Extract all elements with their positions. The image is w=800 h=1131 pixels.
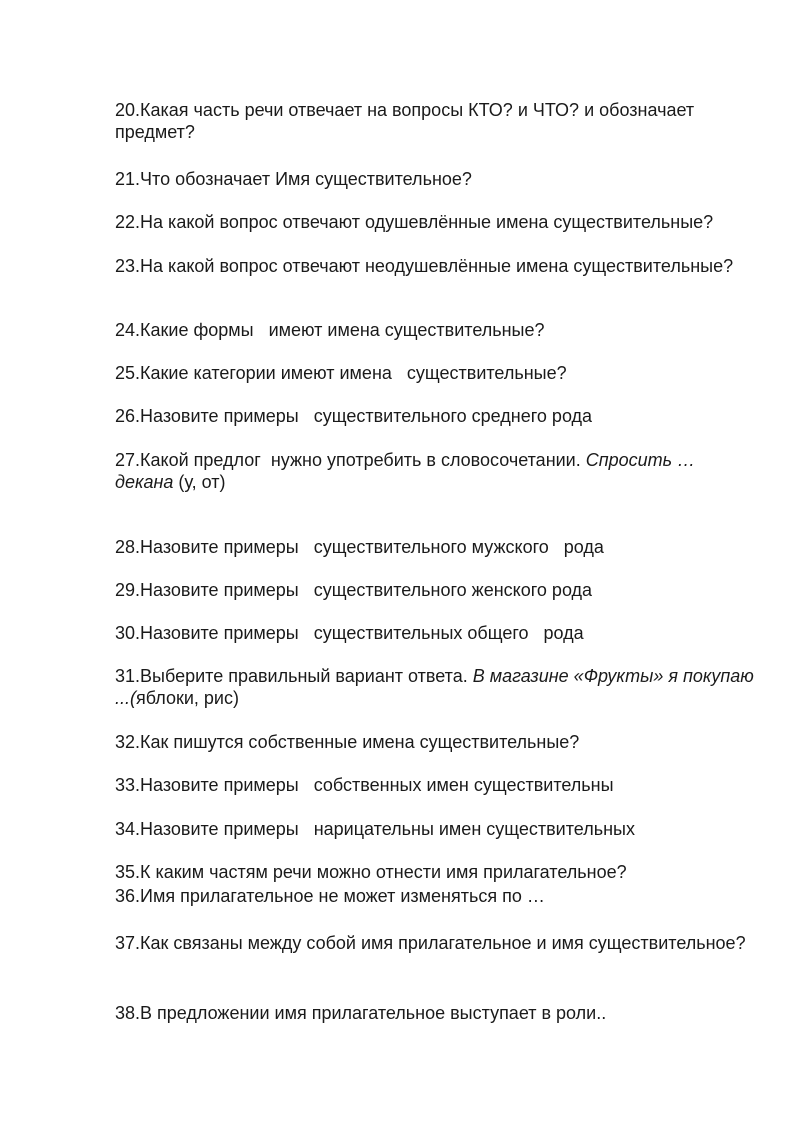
question-number: 34. bbox=[115, 819, 141, 839]
question-number: 27. bbox=[115, 450, 141, 470]
question-text: Выберите правильный вариант ответа. bbox=[140, 666, 473, 686]
question-text: Какая часть речи отвечает на вопросы КТО? и ЧТО? и обозначает предмет? bbox=[115, 100, 700, 142]
question-text: Назовите примеры существительного мужского рода bbox=[140, 537, 604, 557]
question-34 bbox=[115, 818, 755, 840]
question-number: 25. bbox=[115, 363, 141, 383]
question-text: Какие формы имеют имена существительные? bbox=[140, 320, 545, 340]
question-28 bbox=[115, 536, 755, 558]
question-number: 33. bbox=[115, 775, 141, 795]
question-text: На какой вопрос отвечают одушевлённые имена существительные? bbox=[140, 212, 714, 232]
question-text: Имя прилагательное не может изменяться по … bbox=[140, 886, 545, 906]
question-number: 28. bbox=[115, 537, 141, 557]
question-number: 30. bbox=[115, 623, 141, 643]
question-text: На какой вопрос отвечают неодушевлённые имена существительные? bbox=[140, 256, 734, 276]
question-text: Какой предлог нужно употребить в словосочетании. bbox=[140, 450, 586, 470]
question-example: В магазине «Фрукты» я покупаю ...( bbox=[115, 666, 759, 708]
question-30 bbox=[115, 622, 755, 644]
question-number: 24. bbox=[115, 320, 141, 340]
question-text: Назовите примеры существительного среднего рода bbox=[140, 406, 593, 426]
question-22 bbox=[115, 211, 755, 233]
question-number: 32. bbox=[115, 732, 141, 752]
question-number: 22. bbox=[115, 212, 141, 232]
question-number: 37. bbox=[115, 933, 141, 953]
question-32 bbox=[115, 731, 755, 753]
question-38 bbox=[115, 1002, 755, 1024]
question-example: Спросить … декана bbox=[115, 450, 701, 492]
question-36 bbox=[115, 885, 755, 907]
question-number: 23. bbox=[115, 256, 141, 276]
question-text: В предложении имя прилагательное выступает в роли.. bbox=[140, 1003, 607, 1023]
question-27 bbox=[115, 449, 755, 493]
question-24 bbox=[115, 319, 755, 341]
question-text: Какие категории имеют имена существительные? bbox=[140, 363, 567, 383]
question-text: Назовите примеры нарицательны имен существительных bbox=[140, 819, 635, 839]
question-number: 36. bbox=[115, 886, 141, 906]
question-25 bbox=[115, 362, 755, 384]
question-37 bbox=[115, 932, 755, 954]
question-text: Назовите примеры существительных общего рода bbox=[140, 623, 584, 643]
question-number: 20. bbox=[115, 100, 141, 120]
question-31 bbox=[115, 665, 759, 709]
question-number: 26. bbox=[115, 406, 141, 426]
question-text: Как пишутся собственные имена существительные? bbox=[140, 732, 580, 752]
question-number: 29. bbox=[115, 580, 141, 600]
question-text: Что обозначает Имя существительное? bbox=[140, 169, 472, 189]
question-options: (у, от) bbox=[173, 472, 226, 492]
question-35 bbox=[115, 861, 755, 883]
question-33 bbox=[115, 774, 755, 796]
question-text: К каким частям речи можно отнести имя прилагательное? bbox=[140, 862, 627, 882]
question-text: Назовите примеры существительного женского рода bbox=[140, 580, 593, 600]
question-23 bbox=[115, 255, 755, 277]
question-20 bbox=[115, 99, 755, 143]
question-text: Назовите примеры собственных имен существительны bbox=[140, 775, 614, 795]
question-number: 31. bbox=[115, 666, 141, 686]
question-number: 38. bbox=[115, 1003, 141, 1023]
question-number: 21. bbox=[115, 169, 141, 189]
question-26 bbox=[115, 405, 755, 427]
question-text: Как связаны между собой имя прилагательное и имя существительное? bbox=[140, 933, 746, 953]
question-number: 35. bbox=[115, 862, 141, 882]
question-options: яблоки, рис) bbox=[136, 688, 239, 708]
question-29 bbox=[115, 579, 755, 601]
question-21 bbox=[115, 168, 755, 190]
